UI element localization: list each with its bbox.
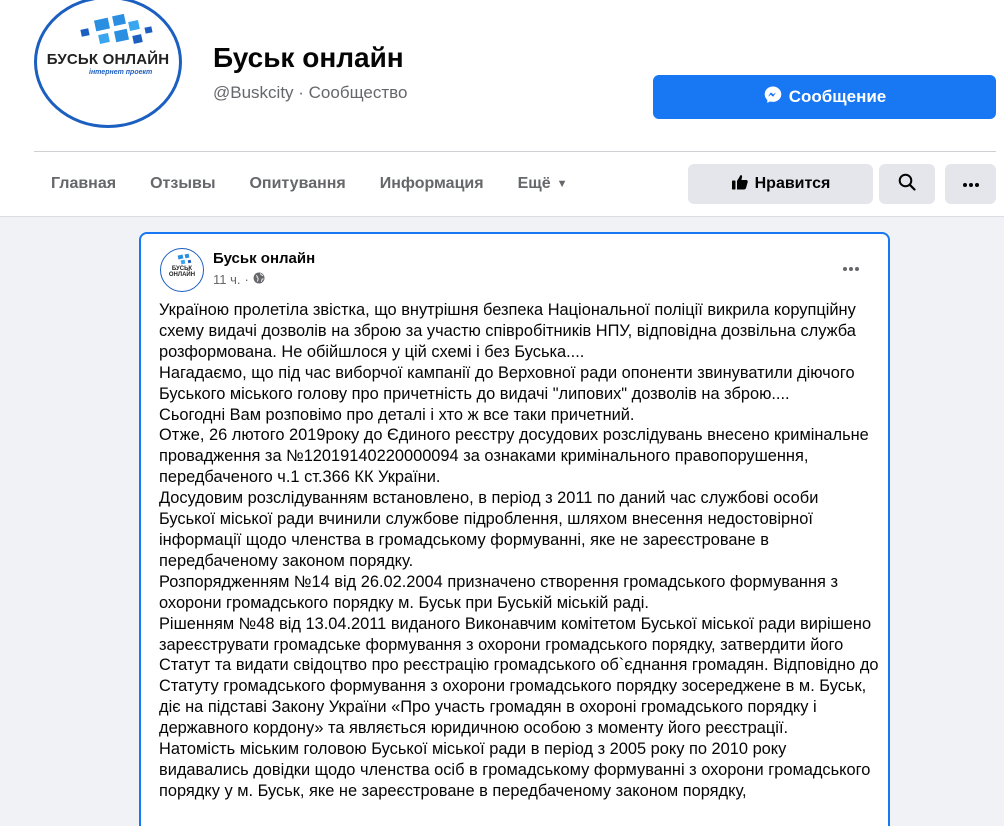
- ellipsis-icon: [842, 259, 860, 277]
- message-button-label: Сообщение: [788, 87, 887, 106]
- post-avatar-logo-text: БУСЬК ОНЛАЙН: [168, 266, 196, 278]
- header-divider: [34, 151, 996, 152]
- tab-reviews[interactable]: Отзывы: [150, 175, 216, 192]
- page-tabs: [34, 162, 585, 206]
- page-title: Буськ онлайн: [213, 42, 404, 73]
- post-card: [139, 232, 890, 826]
- caret-down-icon: ▼: [556, 178, 568, 190]
- messenger-icon: [763, 85, 783, 110]
- page-header: [0, 0, 1004, 217]
- tab-polls[interactable]: Опитування: [249, 175, 346, 192]
- logo-subtext: інтернет проект: [89, 69, 153, 76]
- message-button[interactable]: [653, 75, 996, 119]
- ellipsis-icon: [962, 175, 980, 193]
- thumbs-up-icon: [731, 173, 749, 196]
- post-meta: [213, 272, 265, 287]
- tab-more[interactable]: Ещё ▼: [517, 175, 568, 192]
- meta-separator: ·: [244, 272, 249, 287]
- page-subtitle: @Buskcity · Сообщество: [213, 83, 408, 102]
- post-options-button[interactable]: [837, 254, 865, 282]
- like-button-label: Нравится: [754, 175, 831, 192]
- post-time[interactable]: 11 ч.: [213, 272, 241, 287]
- post-avatar[interactable]: [160, 248, 204, 292]
- logo-text: БУСЬК ОНЛАЙН: [46, 51, 170, 68]
- tab-info[interactable]: Информация: [379, 175, 484, 192]
- search-button[interactable]: [879, 164, 935, 204]
- post-body-text: Україною пролетіла звістка, що внутрішня безпека Національної поліції викрила корупційну схему видачі дозволів на зброю за участю співробітників НПУ, відповідна дозвільна служба розформована. Не обійшлося у цій схемі і без Буська.... Нагадаємо, що під час виборчої кампанії до Верховної ради опоненти звинуватили діючого Буського міського голову про причетність до видачі "липових" дозволів на зброю.... Сьогодні Вам розповімо про деталі і хто ж все таки причетний. Отже, 26 лютого 2019року до Єдиного реєстру досудових розслідувань внесено кримінальне провадження за №12019140220000094 за ознаками кримінального правопорушення, передбаченого ч.1 ст.366 КК України. Досудовим розслідуванням встановлено, в період з 2011 по даний час службові особи Буської міської ради вчинили службове підроблення, шляхом внесення недостовірної інформації щодо членства в громадському формуванні, яке не зареєстроване в передбаченому законом порядку. Розпорядженням №14 від 26.02.2004 призначено створення громадського формування з охорони громадського порядку м. Буськ при Буській міській раді. Рішенням №48 від 13.04.2011 виданого Виконавчим комітетом Буської міської ради вирішено зареєструвати громадське формування з охорони громадського порядку, затвердити його Статут та видати свідоцтво про реєстрацію громадського об`єднання громадян. Відповідно до Статуту громадського формування з охорони громадського порядку зосереджене в м. Буськ, діє на підставі Закону України «Про участь громадян в охороні громадського порядку і державного кордону» та являється юридичною особою з моменту його реєстрації. Натомість міським головою Буської міської ради в період з 2005 року по 2010 року видавались довідки щодо членства осіб в громадському формуванні з охорони громадського порядку у м. Буськ, яке не зареєстроване в передбаченому законом порядку,: [159, 301, 879, 800]
- page-avatar[interactable]: [34, 0, 182, 128]
- search-icon: [898, 173, 916, 196]
- post-author[interactable]: Буськ онлайн: [213, 250, 316, 267]
- more-options-button[interactable]: [945, 164, 996, 204]
- globe-icon: [253, 272, 265, 287]
- tab-home[interactable]: Главная: [51, 175, 117, 192]
- like-button[interactable]: [688, 164, 873, 204]
